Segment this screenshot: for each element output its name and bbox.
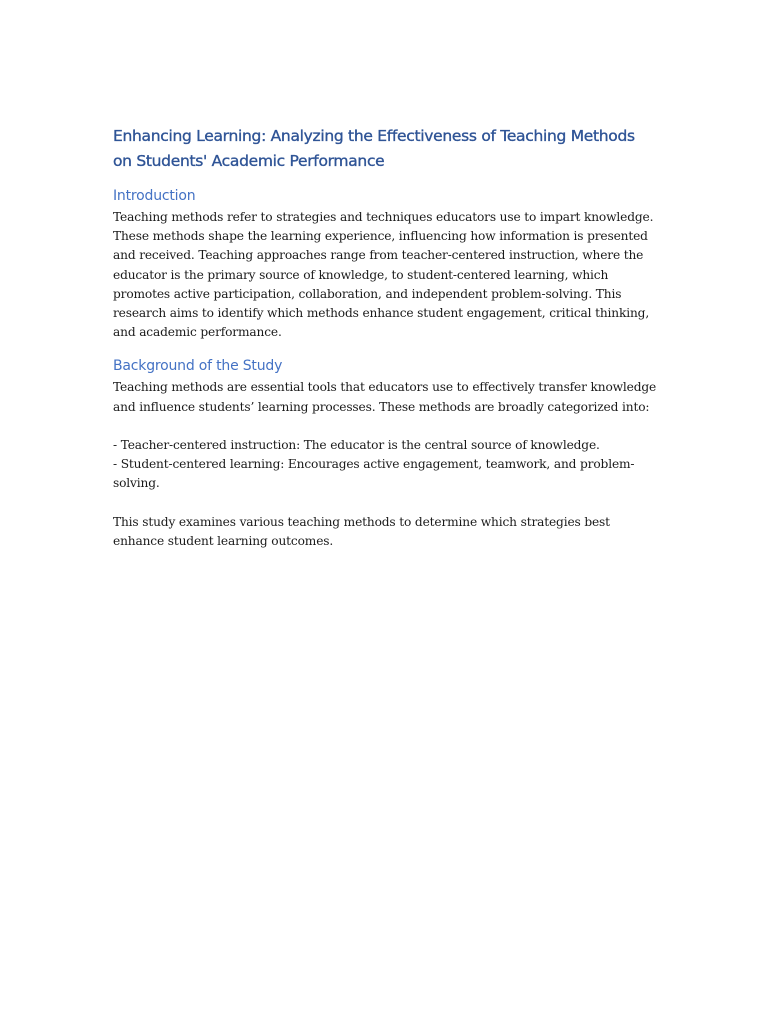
section-heading-introduction: Introduction bbox=[113, 188, 196, 204]
blank-line bbox=[113, 494, 658, 513]
document-title: Enhancing Learning: Analyzing the Effectiveness of Teaching Methods on Students' Academic Performance bbox=[113, 127, 635, 170]
blank-line bbox=[113, 417, 658, 436]
introduction-paragraph: Teaching methods refer to strategies and techniques educators use to impart knowledge. These methods shape the learning experience, influencing how information is presented and received. Teaching approaches range from teacher-centered instruction, where the educator is the primary source of knowledge, to student-centered learning, which promotes active participation, collaboration, and independent problem-solving. This research aims to identify which methods enhance student engagement, critical thinking, and academic performance. bbox=[113, 210, 654, 340]
section-spacer bbox=[113, 342, 658, 356]
document-body bbox=[113, 124, 658, 551]
background-paragraph: Teaching methods are essential tools that educators use to effectively transfer knowledge and influence students’ learning processes. These methods are broadly categorized into: bbox=[113, 380, 657, 414]
section-heading-background: Background of the Study bbox=[113, 358, 283, 375]
conclusion-paragraph: This study examines various teaching methods to determine which strategies best enhance student learning outcomes. bbox=[113, 514, 610, 549]
list-item-teacher-centered: - Teacher-centered instruction: The educator is the central source of knowledge. bbox=[113, 438, 600, 453]
list-item-student-centered: - Student-centered learning: Encourages active engagement, teamwork, and problem-solving. bbox=[113, 457, 635, 491]
